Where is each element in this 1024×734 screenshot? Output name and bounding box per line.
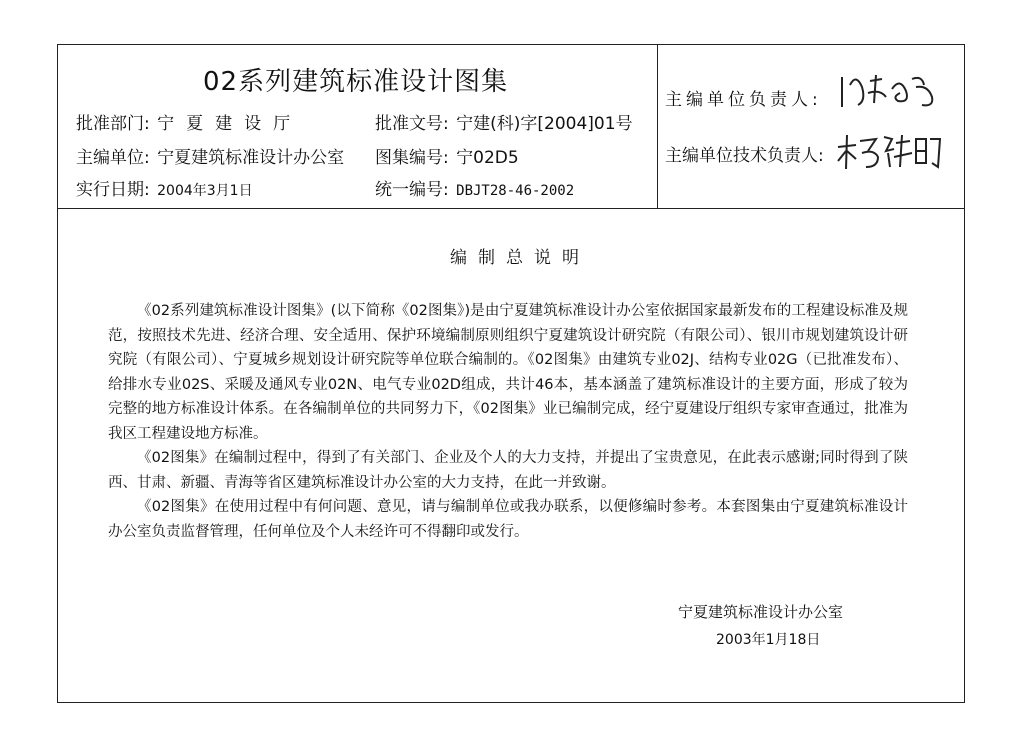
document-frame [57,44,965,703]
chief-tech-leader-label: 主编单位技术负责人: [665,146,824,166]
atlas-title: 02系列建筑标准设计图集 [203,67,509,97]
issue-date: 2003年1月18日 [716,632,821,648]
atlas-no-row [375,143,519,168]
effective-date-value: 2004年3月1日 [157,183,253,199]
chief-tech-leader-row [665,141,824,166]
editor-unit-row [76,143,344,168]
approval-doc-label: 批准文号: [375,114,449,134]
approval-doc-row [375,109,633,134]
editor-unit-label: 主编单位: [76,148,150,168]
unified-no-row [375,175,574,200]
approval-dept-label: 批准部门: [76,114,150,134]
description-text [108,299,908,544]
chief-unit-leader-signature-icon [836,67,946,113]
general-description-section [58,209,964,703]
editor-unit-value: 宁夏建筑标准设计办公室 [157,148,345,168]
paragraph-2: 《02图集》在编制过程中，得到了有关部门、企业及个人的大力支持，并提出了宝贵意见，在此表示感谢;同时得到了陕西、甘肃、新疆、青海等省区建筑标准设计办公室的大力支持，在此一并致谢。 [108,450,908,491]
chief-tech-leader-signature-icon [834,127,944,173]
issuer: 宁夏建筑标准设计办公室 [678,603,844,621]
chief-unit-leader-label: 主编单位负责人: [665,90,822,110]
effective-date-row [76,175,253,200]
approval-dept-row [76,109,302,134]
unified-no-label: 统一编号: [375,180,449,200]
title-block-divider [657,45,658,209]
paragraph-3: 《02图集》在使用过程中有何问题、意见，请与编制单位或我办联系，以便修编时参考。本套图集由宁夏建筑标准设计办公室负责监督管理，任何单位及个人未经许可不得翻印或发行。 [108,499,908,540]
atlas-no-value: 宁02D5 [456,148,519,168]
title-block [58,45,964,209]
effective-date-label: 实行日期: [76,180,150,200]
atlas-no-label: 图集编号: [375,148,449,168]
approval-doc-value: 宁建(科)字[2004]01号 [456,114,633,134]
section-title: 编制总说明 [450,248,590,268]
approval-dept-value: 宁夏建设厅 [157,114,303,134]
chief-unit-leader-row [665,85,822,110]
paragraph-1: 《02系列建筑标准设计图集》(以下简称《02图集》)是由宁夏建筑标准设计办公室依据国家最新发布的工程建设标准及规范，按照技术先进、经济合理、安全适用、保护环境编制原则组织宁夏建筑设计研究院（有限公司）、银川市规划建筑设计研究院（有限公司）、宁夏城乡规划设计研究院等单位联合编制的。《02图集》由建筑专业02J、结构专业02G（已批准发布）、给排水专业02S、采暖及通风专业02N、电气专业02D组成，共计46本，基本涵盖了建筑标准设计的主要方面，形成了较为完整的地方标准设计体系。在各编制单位的共同努力下，《02图集》业已编制完成，经宁夏建设厅组织专家审查通过，批准为我区工程建设地方标准。 [108,303,908,442]
unified-no-value: DBJT28-46-2002 [456,183,575,199]
